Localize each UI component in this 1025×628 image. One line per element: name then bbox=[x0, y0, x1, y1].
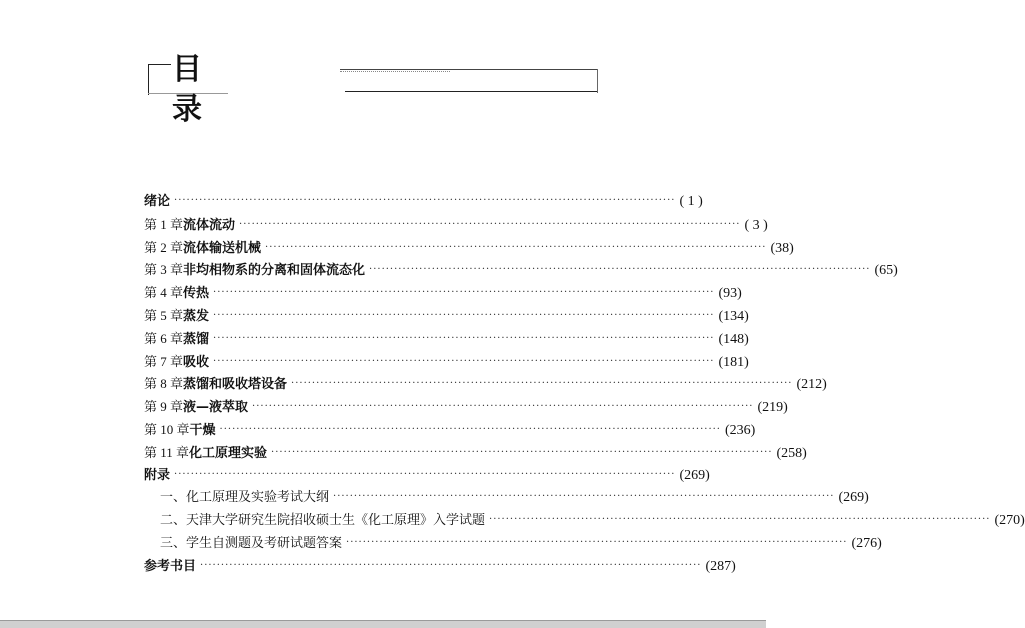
toc-entry[interactable] bbox=[144, 259, 898, 282]
chapter-number: 第 7 章 bbox=[144, 353, 184, 369]
chapter-number: 第 9 章 bbox=[144, 399, 184, 415]
toc-page-number: ( 1 ) bbox=[679, 194, 703, 209]
header-rule-top bbox=[340, 69, 598, 70]
table-of-contents bbox=[144, 191, 1025, 579]
toc-entry[interactable] bbox=[144, 214, 768, 237]
chapter-number: 第 5 章 bbox=[144, 307, 184, 323]
toc-entry-title: 一、化工原理及实验考试大纲 bbox=[160, 490, 330, 506]
toc-entry[interactable] bbox=[144, 191, 703, 214]
toc-entry[interactable] bbox=[144, 487, 869, 510]
toc-entry[interactable] bbox=[144, 510, 1025, 533]
chapter-number: 第 6 章 bbox=[144, 330, 184, 346]
toc-page-number: (276) bbox=[851, 535, 882, 551]
toc-entry[interactable] bbox=[144, 237, 794, 260]
toc-entry-title: 液—液萃取 bbox=[183, 400, 249, 416]
leader-dots: ························································································································ bbox=[213, 309, 715, 321]
chapter-number: 第 1 章 bbox=[144, 216, 184, 232]
toc-entry-title: 干燥 bbox=[189, 422, 216, 438]
chapter-number: 第 4 章 bbox=[144, 285, 184, 301]
toc-entry[interactable] bbox=[144, 373, 827, 396]
toc-page-number: (287) bbox=[705, 558, 736, 574]
leader-dots: ························································································································ bbox=[271, 446, 773, 458]
leader-dots: ························································································································ bbox=[333, 491, 835, 503]
leader-dots: ························································································································ bbox=[219, 423, 721, 435]
toc-entry[interactable] bbox=[144, 442, 807, 465]
toc-entry-title: 流体输送机械 bbox=[183, 240, 262, 256]
toc-page-number: (38) bbox=[770, 240, 794, 256]
toc-page-number: (258) bbox=[776, 445, 807, 461]
toc-page-number: ( 3 ) bbox=[744, 217, 768, 233]
leader-dots: ························································································································ bbox=[213, 287, 715, 299]
toc-page-number: (236) bbox=[724, 422, 756, 438]
toc-page-number: (148) bbox=[718, 331, 749, 347]
leader-dots: ························································································································ bbox=[213, 332, 715, 344]
toc-entry[interactable] bbox=[144, 465, 710, 488]
toc-entry[interactable] bbox=[144, 533, 882, 556]
toc-page-number: (219) bbox=[757, 400, 788, 416]
toc-entry-title: 绪论 bbox=[144, 194, 171, 209]
toc-entry[interactable] bbox=[144, 351, 749, 374]
leader-dots: ························································································································ bbox=[346, 536, 848, 548]
toc-entry[interactable] bbox=[144, 282, 742, 305]
header-rule-tick bbox=[597, 69, 598, 93]
toc-page-number: (134) bbox=[718, 308, 749, 324]
toc-entry-title: 参考书目 bbox=[144, 558, 197, 574]
header-rule-dotted bbox=[340, 71, 450, 72]
toc-entry[interactable] bbox=[144, 556, 736, 579]
toc-page-number: (212) bbox=[796, 377, 827, 393]
chapter-number: 第 3 章 bbox=[144, 262, 184, 278]
toc-entry-title: 传热 bbox=[183, 286, 210, 302]
chapter-number: 第 2 章 bbox=[144, 239, 184, 255]
toc-entry-title: 流体流动 bbox=[183, 217, 236, 233]
leader-dots: ························································································································ bbox=[369, 264, 871, 276]
toc-entry-title: 蒸馏和吸收塔设备 bbox=[183, 377, 288, 393]
leader-dots: ························································································································ bbox=[252, 401, 754, 413]
viewer-bottom-bar bbox=[0, 620, 766, 628]
leader-dots: ························································································································ bbox=[239, 218, 741, 230]
leader-dots: ························································································································ bbox=[213, 355, 715, 367]
chapter-number: 第 11 章 bbox=[144, 444, 190, 460]
toc-page-number: (181) bbox=[718, 354, 749, 370]
toc-page-number: (93) bbox=[718, 286, 742, 302]
toc-entry-title: 蒸馏 bbox=[183, 331, 210, 347]
leader-dots: ························································································································ bbox=[265, 241, 767, 253]
chapter-number: 第 10 章 bbox=[144, 421, 190, 437]
chapter-number: 第 8 章 bbox=[144, 376, 184, 392]
toc-entry[interactable] bbox=[144, 328, 749, 351]
toc-entry-title: 二、天津大学研究生院招收硕士生《化工原理》入学试题 bbox=[160, 513, 486, 529]
toc-entry-title: 附录 bbox=[144, 467, 171, 483]
toc-entry-title: 非均相物系的分离和固体流态化 bbox=[183, 263, 366, 279]
page-title: 目 录 bbox=[172, 52, 348, 127]
toc-entry-title: 吸收 bbox=[183, 354, 210, 370]
leader-dots: ························································································································ bbox=[291, 378, 793, 390]
toc-entry-title: 三、学生自测题及考研试题答案 bbox=[160, 535, 343, 551]
toc-page-number: (269) bbox=[838, 490, 869, 506]
header-rule-bottom bbox=[345, 91, 598, 92]
toc-page-number: (65) bbox=[874, 263, 898, 279]
title-bracket bbox=[148, 64, 171, 95]
leader-dots: ························································································································ bbox=[174, 195, 676, 206]
toc-entry[interactable] bbox=[144, 419, 756, 442]
leader-dots: ························································································································ bbox=[489, 514, 991, 526]
toc-entry[interactable] bbox=[144, 396, 788, 419]
leader-dots: ························································································································ bbox=[174, 468, 676, 480]
toc-page-number: (269) bbox=[679, 467, 710, 483]
toc-entry-title: 蒸发 bbox=[183, 308, 210, 324]
leader-dots: ························································································································ bbox=[200, 559, 702, 571]
toc-entry-title: 化工原理实验 bbox=[189, 445, 268, 461]
toc-entry[interactable] bbox=[144, 305, 749, 328]
toc-page-number: (270) bbox=[994, 513, 1025, 529]
